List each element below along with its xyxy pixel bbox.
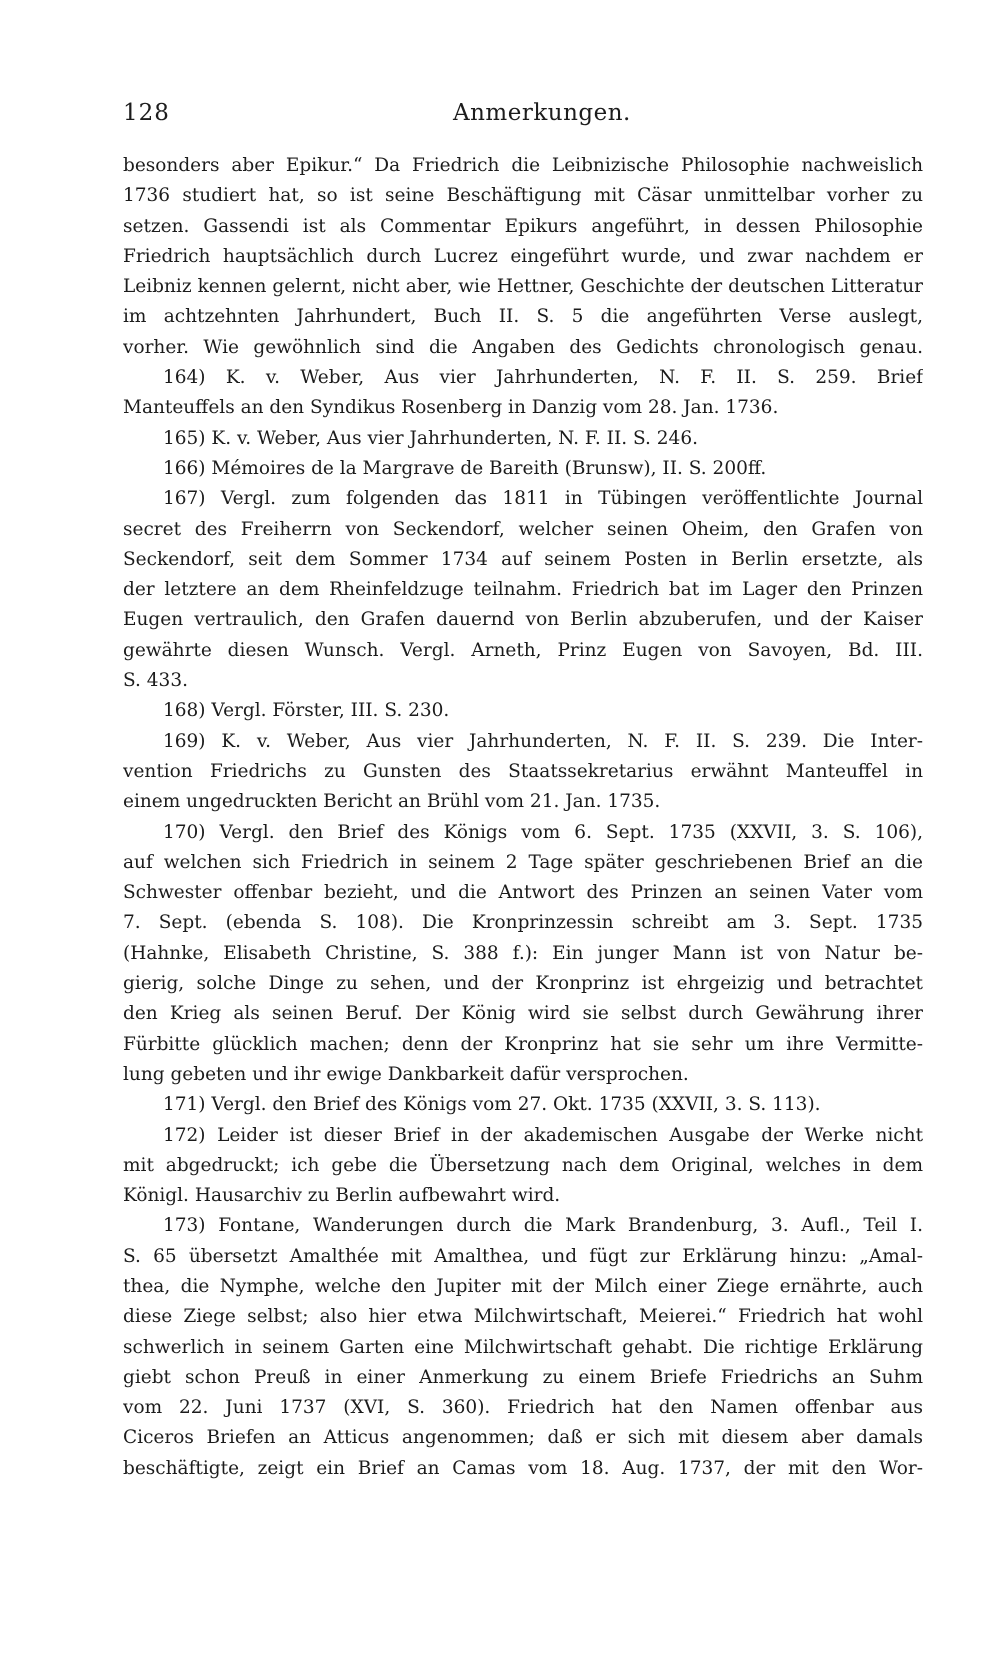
text-line: gierig, solche Dinge zu sehen, und der Kronprinz ist ehrgeizig und betrachtet — [123, 973, 923, 995]
footnote-line: 167) Vergl. zum folgenden das 1811 in Tübingen veröffentlichte Journal — [163, 488, 923, 510]
text-line: setzen. Gassendi ist als Commentar Epikurs angeführt, in dessen Philosophie — [123, 215, 923, 237]
text-line: S. 433. — [123, 670, 188, 692]
text-line: vom 22. Juni 1737 (XVI, S. 360). Friedrich hat den Namen offenbar aus — [123, 1397, 923, 1419]
footnote-line: 173) Fontane, Wanderungen durch die Mark Brandenburg, 3. Aufl., Teil I. — [163, 1215, 923, 1237]
running-head: Anmerkungen. — [453, 100, 631, 126]
text-line: der letztere an dem Rheinfeldzuge teilnahm. Friedrich bat im Lager den Prinzen — [123, 579, 923, 601]
text-line: den Krieg als seinen Beruf. Der König wird sie selbst durch Gewährung ihrer — [123, 1003, 923, 1025]
footnote-line: 166) Mémoires de la Margrave de Bareith (Brunsw), II. S. 200ff. — [163, 457, 767, 479]
text-line: S. 65 übersetzt Amalthée mit Amalthea, und fügt zur Erklärung hinzu: „Amal- — [123, 1245, 923, 1267]
footnote-line: 168) Vergl. Förster, III. S. 230. — [163, 700, 450, 722]
text-line: (Hahnke, Elisabeth Christine, S. 388 f.): Ein junger Mann ist von Natur be- — [123, 942, 923, 964]
footnote-line: 170) Vergl. den Brief des Königs vom 6. Sept. 1735 (XXVII, 3. S. 106), — [163, 821, 923, 843]
text-line: besonders aber Epikur.“ Da Friedrich die Leibnizische Philosophie nachweislich — [123, 155, 923, 176]
notes-text — [123, 151, 923, 1484]
text-line: Schwester offenbar bezieht, und die Antwort des Prinzen an seinen Vater vom — [123, 882, 923, 904]
footnote-line: 169) K. v. Weber, Aus vier Jahrhunderten, N. F. II. S. 239. Die Inter- — [163, 730, 923, 752]
text-line: 7. Sept. (ebenda S. 108). Die Kronprinzessin schreibt am 3. Sept. 1735 — [123, 912, 923, 934]
footnote-line: 164) K. v. Weber, Aus vier Jahrhunderten, N. F. II. S. 259. Brief — [163, 367, 923, 389]
text-line: Eugen vertraulich, den Grafen dauernd von Berlin abzuberufen, und der Kaiser — [123, 609, 923, 631]
text-line: Fürbitte glücklich machen; denn der Kronprinz hat sie sehr um ihre Vermitte- — [123, 1033, 923, 1055]
text-line: schwerlich in seinem Garten eine Milchwirtschaft gehabt. Die richtige Erklärung — [123, 1336, 923, 1358]
text-line: beschäftigte, zeigt ein Brief an Camas vom 18. Aug. 1737, der mit den Wor- — [123, 1457, 923, 1479]
footnote-line: 165) K. v. Weber, Aus vier Jahrhunderten, N. F. II. S. 246. — [163, 427, 698, 449]
text-line: diese Ziege selbst; also hier etwa Milchwirtschaft, Meierei.“ Friedrich hat wohl — [123, 1306, 923, 1328]
text-line: auf welchen sich Friedrich in seinem 2 Tage später geschriebenen Brief an die — [123, 851, 923, 873]
text-line: einem ungedruckten Bericht an Brühl vom 21. Jan. 1735. — [123, 791, 661, 813]
text-line: vention Friedrichs zu Gunsten des Staatssekretarius erwähnt Manteuffel in — [123, 760, 923, 782]
text-line: mit abgedruckt; ich gebe die Übersetzung nach dem Original, welches in dem — [123, 1154, 923, 1176]
text-line: lung gebeten und ihr ewige Dankbarkeit dafür versprochen. — [123, 1063, 689, 1085]
page-header — [123, 100, 922, 140]
page-number: 128 — [123, 100, 170, 126]
text-line: secret des Freiherrn von Seckendorf, welcher seinen Oheim, den Grafen von — [123, 518, 923, 540]
text-line: thea, die Nymphe, welche den Jupiter mit der Milch einer Ziege ernährte, auch — [123, 1275, 923, 1297]
text-line: Königl. Hausarchiv zu Berlin aufbewahrt wird. — [123, 1185, 561, 1207]
text-line: Friedrich hauptsächlich durch Lucrez eingeführt wurde, und zwar nachdem er — [123, 245, 923, 267]
text-line: 1736 studiert hat, so ist seine Beschäftigung mit Cäsar unmittelbar vorher zu — [123, 185, 923, 207]
footnote-line: 172) Leider ist dieser Brief in der akademischen Ausgabe der Werke nicht — [163, 1124, 923, 1146]
text-line: vorher. Wie gewöhnlich sind die Angaben des Gedichts chronologisch genau. — [123, 336, 923, 358]
text-line: Manteuffels an den Syndikus Rosenberg in Danzig vom 28. Jan. 1736. — [123, 397, 779, 419]
text-line: Seckendorf, seit dem Sommer 1734 auf seinem Posten in Berlin ersetzte, als — [123, 548, 923, 570]
text-line: gewährte diesen Wunsch. Vergl. Arneth, Prinz Eugen von Savoyen, Bd. III. — [123, 639, 923, 661]
text-line: giebt schon Preuß in einer Anmerkung zu einem Briefe Friedrichs an Suhm — [123, 1366, 923, 1388]
footnote-line: 171) Vergl. den Brief des Königs vom 27. Okt. 1735 (XXVII, 3. S. 113). — [163, 1094, 821, 1116]
text-line: Leibniz kennen gelernt, nicht aber, wie Hettner, Geschichte der deutschen Litteratur — [123, 276, 923, 298]
text-line: Ciceros Briefen an Atticus angenommen; daß er sich mit diesem aber damals — [123, 1427, 923, 1449]
text-line: im achtzehnten Jahrhundert, Buch II. S. 5 die angeführten Verse auslegt, — [123, 306, 923, 328]
